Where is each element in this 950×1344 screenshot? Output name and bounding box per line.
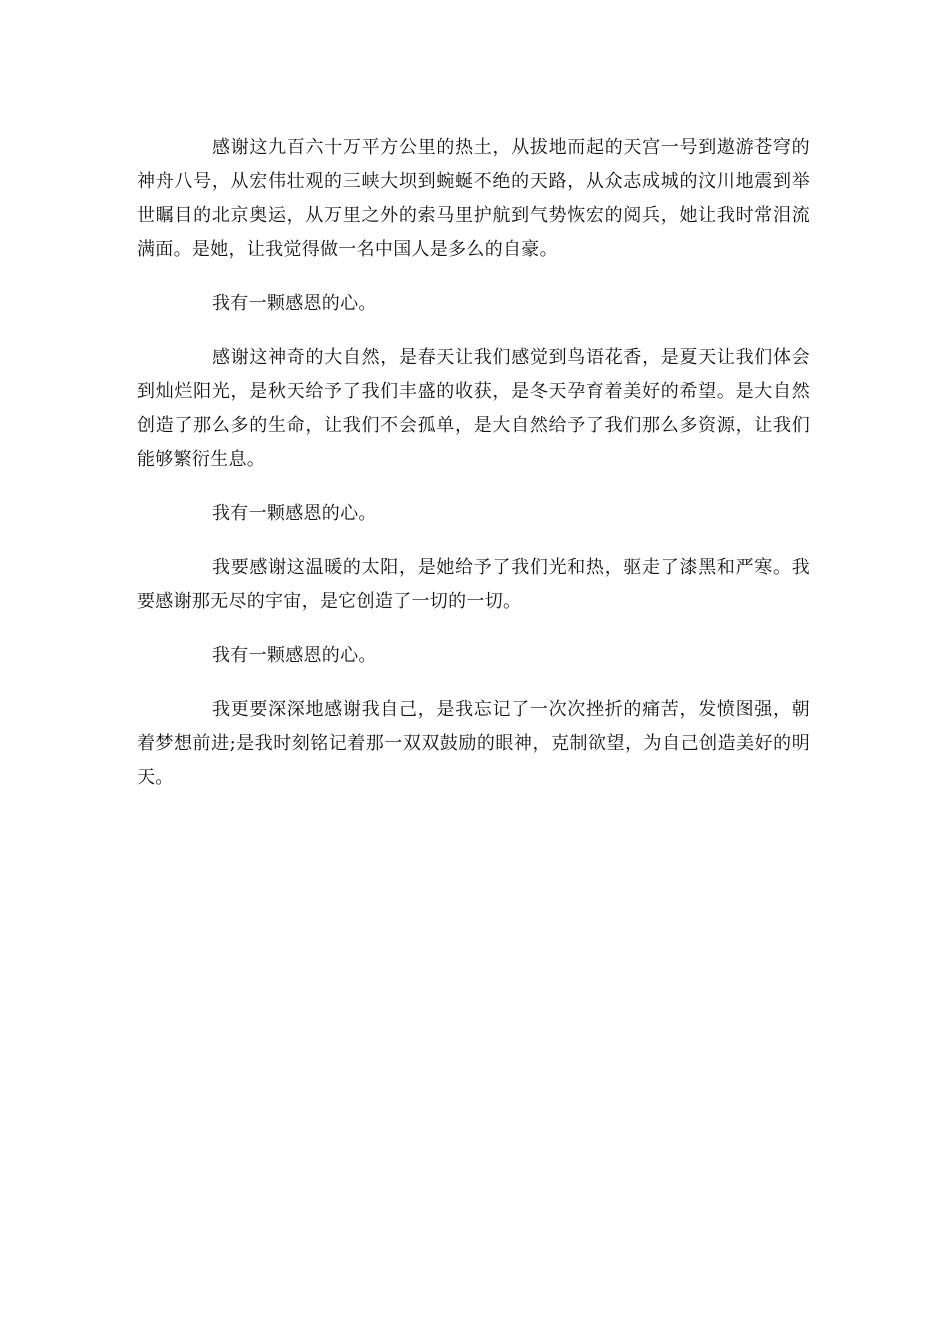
paragraph-refrain: 我有一颗感恩的心。 bbox=[212, 645, 377, 666]
paragraph-refrain: 我有一颗感恩的心。 bbox=[212, 293, 377, 314]
paragraph-nature: 感谢这神奇的大自然，是春天让我们感觉到鸟语花香，是夏天让我们体会到灿烂阳光，是秋天给予了我们丰盛的收获，是冬天孕育着美好的希望。是大自然创造了那么多的生命，让我们不会孤单，是大自然给予了我们那么多资源，让我们能够繁衍生息。 bbox=[137, 347, 810, 470]
document-page bbox=[137, 131, 810, 815]
paragraph-self: 我更要深深地感谢我自己，是我忘记了一次次挫折的痛苦，发愤图强，朝着梦想前进;是我时刻铭记着那一双双鼓励的眼神，克制欲望，为自己创造美好的明天。 bbox=[137, 699, 810, 788]
paragraph-homeland: 感谢这九百六十万平方公里的热土，从拔地而起的天宫一号到遨游苍穹的神舟八号，从宏伟壮观的三峡大坝到蜿蜒不绝的天路，从众志成城的汶川地震到举世瞩目的北京奥运，从万里之外的索马里护航到气势恢宏的阅兵，她让我时常泪流满面。是她，让我觉得做一名中国人是多么的自豪。 bbox=[137, 137, 810, 260]
paragraph-refrain: 我有一颗感恩的心。 bbox=[212, 503, 377, 524]
paragraph-sun-universe: 我要感谢这温暖的太阳，是她给予了我们光和热，驱走了漆黑和严寒。我要感谢那无尽的宇宙，是它创造了一切的一切。 bbox=[137, 557, 810, 612]
